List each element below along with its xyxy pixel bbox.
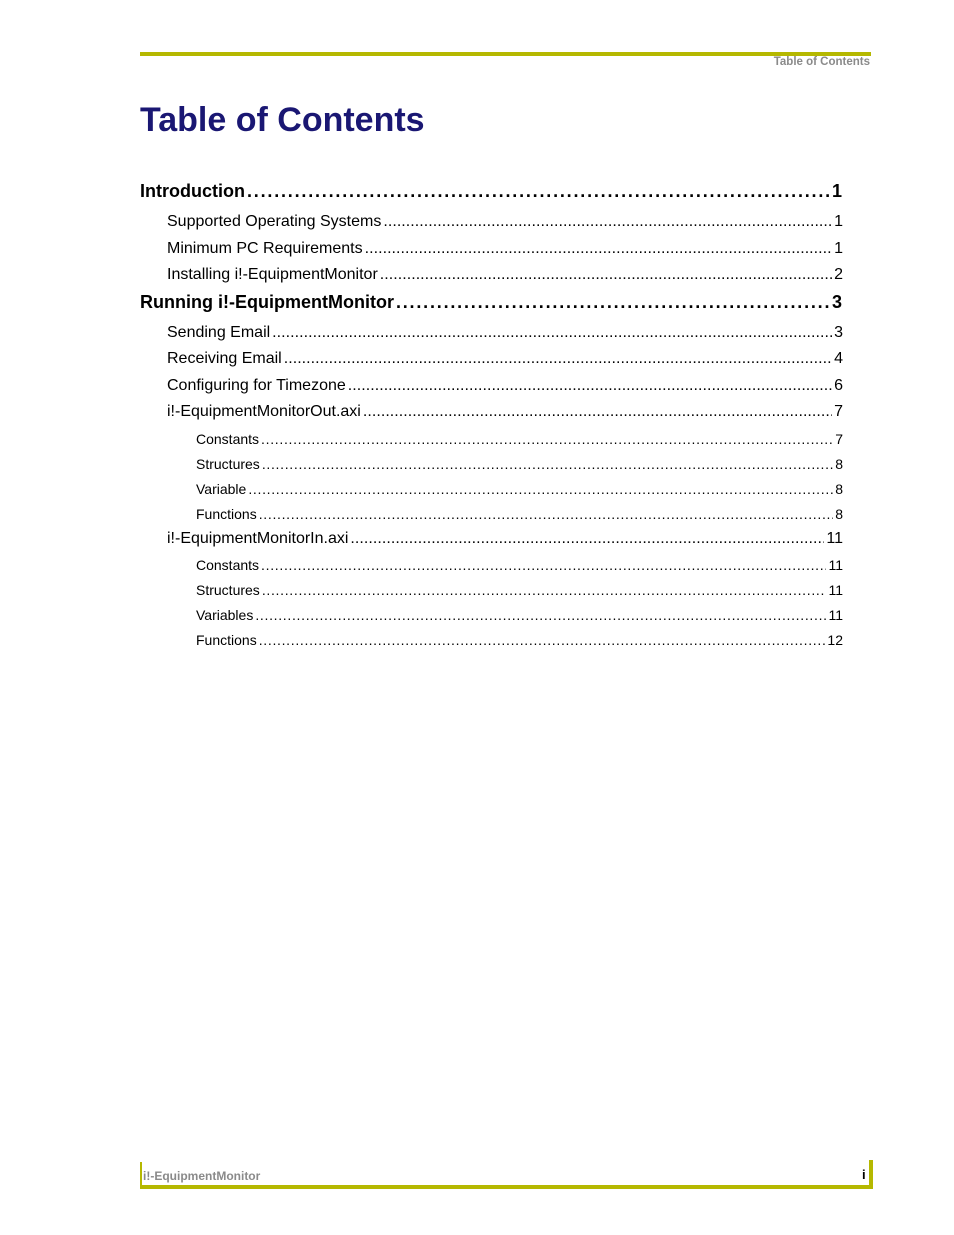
- dot-leader: [255, 607, 826, 623]
- toc-entry-label: Minimum PC Requirements: [167, 240, 363, 257]
- toc-entry-installing[interactable]: [167, 266, 843, 284]
- toc-entry-monitor-in-axi[interactable]: [167, 530, 843, 548]
- toc-entry-supported-operating-systems[interactable]: [167, 213, 843, 231]
- dot-leader: [272, 324, 832, 342]
- toc-entry-label: Variable: [196, 481, 247, 497]
- toc-entry-label: Configuring for Timezone: [167, 377, 346, 394]
- footer-page-number: i: [862, 1167, 866, 1182]
- toc-entry-page: 11: [828, 582, 843, 598]
- toc-entry-page: 8: [835, 481, 843, 497]
- toc-entry-page: 3: [831, 292, 842, 312]
- toc-entry-page: 7: [835, 431, 843, 447]
- toc-entry-page: 1: [831, 181, 842, 201]
- toc-entry-page: 4: [834, 350, 843, 367]
- toc-entry-page: 1: [834, 213, 843, 230]
- toc-entry-label: Receiving Email: [167, 350, 282, 367]
- toc-entry-label: Installing i!-EquipmentMonitor: [167, 266, 378, 283]
- page-title: Table of Contents: [140, 101, 425, 139]
- toc-entry-label: Running i!-EquipmentMonitor: [140, 292, 394, 312]
- toc-entry-in-variables[interactable]: [196, 607, 843, 623]
- toc-entry-page: 7: [834, 403, 843, 420]
- dot-leader: [261, 557, 826, 573]
- dot-leader: [262, 456, 833, 472]
- toc-entry-running[interactable]: [140, 292, 842, 313]
- dot-leader: [259, 506, 834, 522]
- dot-leader: [383, 213, 832, 231]
- toc-entry-page: 2: [834, 266, 843, 283]
- toc-entry-label: Sending Email: [167, 324, 271, 341]
- dot-leader: [247, 181, 830, 202]
- toc-entry-label: Functions: [196, 506, 257, 522]
- toc-entry-label: Supported Operating Systems: [167, 213, 382, 230]
- dot-leader: [365, 240, 832, 258]
- toc-entry-introduction[interactable]: [140, 181, 842, 202]
- toc-entry-out-structures[interactable]: [196, 456, 843, 472]
- dot-leader: [284, 350, 832, 368]
- dot-leader: [261, 431, 833, 447]
- toc-entry-page: 12: [827, 632, 843, 648]
- toc-entry-page: 8: [835, 506, 843, 522]
- footer-product-name: i!-EquipmentMonitor: [143, 1169, 261, 1183]
- dot-leader: [248, 481, 833, 497]
- toc-entry-sending-email[interactable]: [167, 324, 843, 342]
- footer-left-mark: [140, 1162, 142, 1187]
- dot-leader: [380, 266, 832, 284]
- toc-entry-page: 11: [826, 530, 843, 547]
- toc-entry-out-variable[interactable]: [196, 481, 843, 497]
- toc-entry-page: 6: [834, 377, 843, 394]
- toc-entry-label: i!-EquipmentMonitorIn.axi: [167, 530, 349, 547]
- toc-entry-label: Functions: [196, 632, 257, 648]
- toc-entry-page: 1: [834, 240, 843, 257]
- dot-leader: [350, 530, 824, 548]
- dot-leader: [348, 377, 832, 395]
- toc-entry-in-constants[interactable]: [196, 557, 843, 573]
- dot-leader: [259, 632, 826, 648]
- toc-entry-label: Variables: [196, 607, 254, 623]
- toc-entry-configuring-timezone[interactable]: [167, 377, 843, 395]
- toc-entry-out-functions[interactable]: [196, 506, 843, 522]
- dot-leader: [262, 582, 827, 598]
- header-rule: [140, 52, 871, 56]
- toc-entry-in-functions[interactable]: [196, 632, 843, 648]
- toc-entry-label: Introduction: [140, 181, 245, 201]
- toc-entry-label: Constants: [196, 557, 260, 573]
- toc-entry-out-constants[interactable]: [196, 431, 843, 447]
- toc-entry-label: Structures: [196, 456, 260, 472]
- dot-leader: [363, 403, 832, 421]
- toc-entry-label: Constants: [196, 431, 260, 447]
- dot-leader: [396, 292, 830, 313]
- footer-rule: [140, 1185, 873, 1189]
- toc-entry-in-structures[interactable]: [196, 582, 843, 598]
- toc-entry-page: 11: [828, 557, 843, 573]
- toc-entry-minimum-pc-requirements[interactable]: [167, 240, 843, 258]
- toc-entry-page: 8: [835, 456, 843, 472]
- toc-entry-monitor-out-axi[interactable]: [167, 403, 843, 421]
- toc-entry-receiving-email[interactable]: [167, 350, 843, 368]
- toc-entry-page: 3: [834, 324, 843, 341]
- toc-entry-label: i!-EquipmentMonitorOut.axi: [167, 403, 361, 420]
- toc-entry-label: Structures: [196, 582, 260, 598]
- running-header: Table of Contents: [773, 56, 870, 68]
- toc-entry-page: 11: [828, 607, 843, 623]
